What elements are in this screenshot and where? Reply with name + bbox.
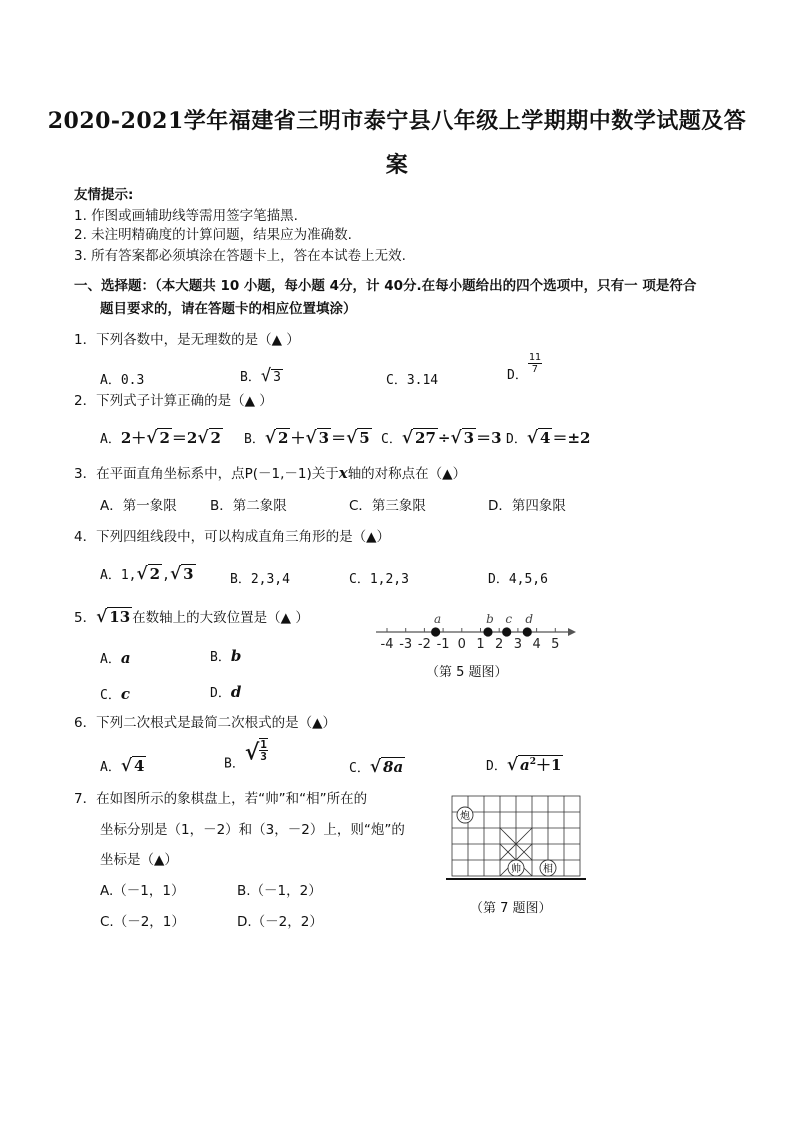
number-line-point-d [523, 627, 532, 636]
q7-option-a: A.（－1，1） [100, 883, 185, 899]
number-line-tick-label: -2 [417, 637, 431, 652]
question-5-stem: 5．√ 13 在数轴上的大致位置是（▲ ） [74, 607, 309, 627]
q7-option-c: C.（－2，1） [100, 914, 185, 930]
q7-option-b: B.（－1，2） [237, 883, 322, 899]
q6-option-a: A．√ 4 [100, 756, 145, 776]
number-line-tick-label: 3 [513, 637, 523, 652]
q4-option-d: D．4,5,6 [488, 572, 548, 587]
number-line-tick-label: 1 [476, 637, 485, 652]
number-line-point-label: c [505, 612, 513, 626]
number-line-tick-label: 5 [551, 637, 560, 652]
question-7-stem-line2: 坐标分别是（1，－2）和（3，－2）上，则“炮”的 [100, 822, 405, 838]
tip-item: 1. 作图或画辅助线等需用签字笔描黑. [74, 208, 298, 224]
number-line-point-b [483, 627, 492, 636]
page-title-continued: 案 [385, 152, 409, 178]
q5-number-line-figure [372, 606, 582, 656]
page-title: 2020-2021学年福建省三明市泰宁县八年级上学期期中数学试题及答 [47, 108, 747, 134]
question-7-stem-line3: 坐标是（▲） [100, 852, 178, 868]
q5-option-c: C．c [100, 685, 130, 703]
number-line-point-a [431, 627, 440, 636]
q1-b-radicand: 3 [273, 370, 281, 385]
q7-option-d: D.（－2，2） [237, 914, 323, 930]
q5-option-a: A．a [100, 649, 131, 667]
q7-figure-caption: （第 7 题图） [470, 901, 552, 916]
number-line-point-label: d [525, 612, 534, 626]
xiang-piece [540, 860, 556, 876]
q2-option-d: D．√ 4 ＝±2 [506, 428, 591, 448]
q2-option-b: B．√ 2 ＋√ 3 ＝√ 5 [244, 428, 370, 448]
q2-option-c: C．√ 27 ÷√ 3 ＝3 [381, 428, 502, 448]
q6-option-c: C．√ 8a [349, 757, 404, 777]
tip-item: 3. 所有答案都必须填涂在答题卡上，答在本试卷上无效. [74, 248, 406, 264]
q6-b-denominator: 3 [260, 750, 267, 763]
q6-b-numerator: 1 [260, 738, 267, 751]
q6-option-d: D．√ $a^2+1$ [486, 755, 562, 775]
question-2-stem: 2．下列式子计算正确的是（▲ ） [74, 393, 273, 409]
q4-option-a: A．1,√ 2 ,√ 3 [100, 564, 194, 584]
question-4-stem: 4．下列四组线段中，可以构成直角三角形的是（▲） [74, 529, 390, 545]
q3-variable: x [338, 464, 348, 482]
question-1-stem: 1．下列各数中，是无理数的是（▲ ） [74, 332, 300, 348]
q3-option-d: D．第四象限 [488, 498, 566, 514]
tips-heading: 友情提示: [74, 187, 134, 203]
q4-option-b: B．2,3,4 [230, 572, 290, 587]
q5-option-d: D．d [210, 683, 242, 701]
q1-option-a: A．0.3 [100, 373, 145, 388]
number-line-tick-label: -4 [380, 637, 394, 652]
question-6-stem: 6．下列二次根式是最简二次根式的是（▲） [74, 715, 336, 731]
number-line-point-label: a [434, 612, 442, 626]
number-line-point-c [502, 627, 511, 636]
number-line-tick-label: -3 [399, 637, 413, 652]
q1-option-d: D． $\frac{11}{7}$ [507, 352, 541, 383]
q5-option-b: B．b [210, 647, 242, 665]
number-line-tick-label: -1 [436, 637, 450, 652]
q1-d-numerator: 11 [528, 352, 541, 363]
q5-radicand: 13 [109, 608, 131, 626]
svg-text:炮: 炮 [460, 811, 470, 822]
q3-option-b: B．第二象限 [210, 498, 287, 514]
svg-text:相: 相 [543, 864, 553, 875]
number-line-tick-label: 2 [495, 637, 504, 652]
q6-option-b: B．√ $\frac{1}{3}$ [224, 738, 267, 772]
q7-chessboard-figure [446, 793, 586, 883]
q1-option-b: B．√ 3 [240, 366, 281, 386]
number-line-arrow [568, 628, 576, 636]
number-line-point-label: b [486, 612, 494, 626]
shuai-piece [508, 860, 524, 876]
q3-option-a: A．第一象限 [100, 498, 177, 514]
q5-figure-caption: （第 5 题图） [426, 665, 508, 680]
q4-option-c: C．1,2,3 [349, 572, 409, 587]
section-heading-continued: 题目要求的，请在答题卡的相应位置填涂） [100, 301, 357, 317]
number-line-tick-label: 4 [532, 637, 541, 652]
number-line-tick-label: 0 [457, 637, 466, 652]
q3-option-c: C．第三象限 [349, 498, 426, 514]
question-3-stem: 3．在平面直角坐标系中，点P(－1,－1)关于x轴的对称点在（▲） [74, 464, 467, 482]
tip-item: 2. 未注明精确度的计算问题，结果应为准确数. [74, 227, 352, 243]
pao-piece [457, 807, 473, 823]
section-heading: 一、选择题：（本大题共 10 小题，每小题 4分，计 40分.在每小题给出的四个选项中，只有一 项是符合 [74, 278, 697, 294]
q1-option-c: C．3.14 [386, 373, 439, 388]
q1-d-denominator: 7 [531, 364, 538, 375]
q2-option-a: A．2＋√ 2 ＝2√ 2 [100, 428, 221, 448]
svg-text:帅: 帅 [511, 864, 521, 875]
question-7-stem: 7．在如图所示的象棋盘上，若“帅”和“相”所在的 [74, 791, 368, 807]
